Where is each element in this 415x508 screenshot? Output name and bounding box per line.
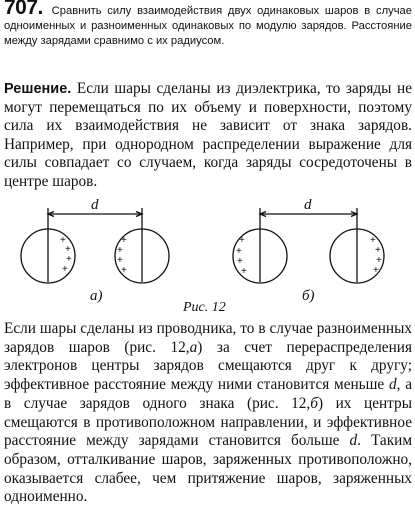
- conductor-paragraph: [4, 320, 412, 507]
- figure-12-drawing: [0, 196, 415, 321]
- charge-sign: +: [62, 264, 68, 275]
- problem-number: 707.: [4, 0, 43, 19]
- figure-ref-a: а: [189, 338, 198, 356]
- charge-sign: +: [376, 255, 382, 266]
- charge-sign: +: [373, 265, 379, 276]
- subfigure-label-a: а): [90, 288, 103, 304]
- paragraph-text: ) их центры смещаются в противоположном направлении, и эффективное расстояние между зарядами становится больше: [4, 394, 412, 450]
- charge-sign: +: [375, 245, 381, 256]
- charge-sign: +: [66, 254, 72, 265]
- paragraph-text: ) за счет перераспределения электронов центры зарядов смещаются друг к другу; эффективное расстояние между ними становится меньше: [4, 338, 412, 394]
- charge-sign: +: [65, 244, 71, 255]
- figure-caption: Рис. 12: [183, 300, 226, 315]
- charge-sign: +: [236, 246, 242, 257]
- charge-sign: +: [370, 235, 376, 246]
- distance-symbol: d: [388, 376, 397, 394]
- charge-sign: +: [121, 235, 127, 246]
- charge-sign: +: [237, 256, 243, 267]
- problem-statement: [4, 0, 412, 49]
- charge-sign: +: [241, 266, 247, 277]
- charge-sign: +: [239, 235, 245, 246]
- paragraph-text: Если шары сделаны из проводника, то в случае разноименных зарядов шаров (рис. 12,: [4, 320, 412, 356]
- paragraph-text: , а в случае зарядов одного знака (рис. 12,: [4, 376, 412, 412]
- solution-paragraph: [4, 80, 412, 192]
- problem-text: Сравнить силу взаимодействия двух одинаковых шаров в случае одноименных и разноименных одинаковых по модулю зарядов. Расстояние между зарядами сравнимо с их радиусом.: [4, 5, 412, 47]
- figure-12: [0, 196, 415, 321]
- charge-sign: +: [60, 235, 66, 246]
- charge-sign: +: [117, 245, 123, 256]
- subfigure-label-b: б): [302, 288, 315, 304]
- paragraph-text: . Таким образом, отталкивание шаров, заряженных противоположно, оказывается слабее, чем притяжение шаров, заряженных одноименно.: [4, 432, 412, 506]
- solution-text: Если шары сделаны из диэлектрика, то заряды не могут перемещаться по их объему и поверхности, поэтому сила их взаимодействия не зависит от знака зарядов. Например, при однородном распределении выражение для силы совпадает со случаем, когда заряды сосредоточены в центре шаров.: [4, 80, 413, 190]
- charge-sign: +: [121, 265, 127, 276]
- solution-label: Решение.: [4, 81, 72, 97]
- distance-label-a: d: [91, 197, 99, 213]
- distance-label-b: d: [304, 197, 312, 213]
- charge-sign: +: [117, 255, 123, 266]
- figure-ref-b: б: [310, 394, 318, 412]
- distance-symbol: d: [349, 432, 358, 450]
